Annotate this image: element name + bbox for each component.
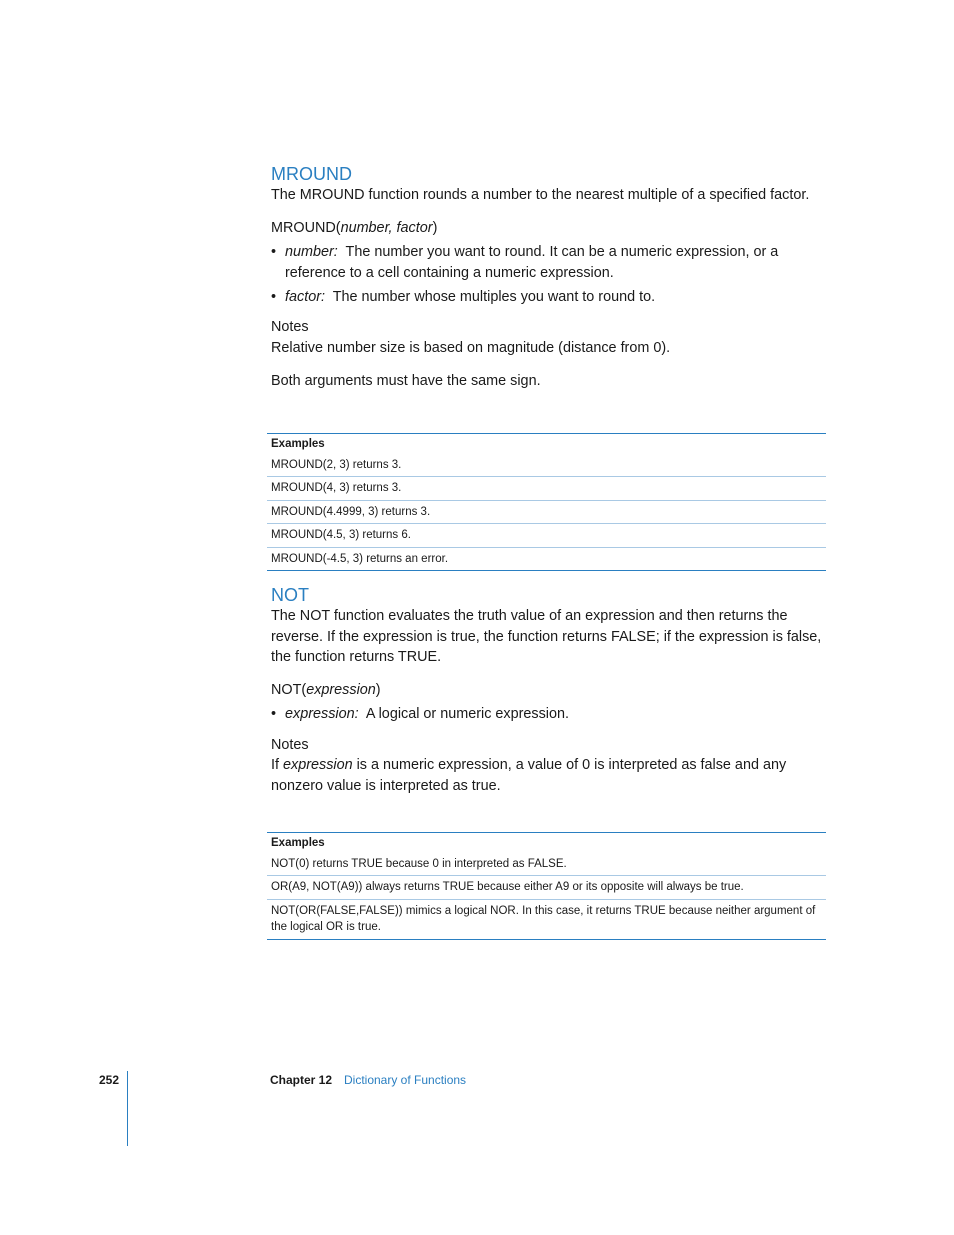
argument-description: A logical or numeric expression.	[365, 706, 569, 722]
mround-note: Relative number size is based on magnitude (distance from 0).	[271, 339, 671, 356]
list-item	[271, 287, 826, 308]
list-item	[271, 242, 826, 283]
bullet-icon: •	[271, 288, 277, 305]
mround-note: Both arguments must have the same sign.	[271, 372, 541, 389]
table-row: MROUND(4, 3) returns 3.	[267, 477, 826, 501]
mround-notes-heading: Notes	[271, 319, 309, 335]
bullet-icon: •	[271, 706, 277, 722]
table-row: NOT(OR(FALSE,FALSE)) mimics a logical NOR. In this case, it returns TRUE because neither argument of the logical OR is true.	[267, 899, 826, 939]
table-row: MROUND(4.4999, 3) returns 3.	[267, 500, 826, 524]
table-row: MROUND(4.5, 3) returns 6.	[267, 524, 826, 548]
mround-argument-list	[271, 242, 826, 307]
mround-syntax: MROUND(number, factor)	[271, 219, 438, 236]
mround-heading: MROUND	[271, 164, 352, 184]
table-row: NOT(0) returns TRUE because 0 in interpreted as FALSE.	[267, 855, 826, 876]
argument-description: The number whose multiples you want to round to.	[332, 288, 656, 305]
mround-description: The MROUND function rounds a number to the nearest multiple of a specified factor.	[271, 187, 810, 203]
note-text: is a numeric expression, a value of 0 is interpreted as false and any nonzero value is interpreted as true.	[271, 757, 787, 794]
note-italic-term: expression	[283, 757, 353, 773]
argument-name: number:	[285, 244, 338, 260]
examples-heading: Examples	[267, 434, 826, 456]
not-examples-table	[267, 832, 826, 940]
not-notes-heading: Notes	[271, 736, 309, 753]
list-item	[271, 704, 826, 725]
not-argument-list	[271, 704, 826, 725]
chapter-title: Dictionary of Functions	[344, 1073, 467, 1087]
not-description: The NOT function evaluates the truth value of an expression and then returns the reverse. If the expression is true, the function returns FALSE; if the expression is false, the function returns TRUE.	[271, 608, 822, 665]
page-number: 252	[99, 1073, 120, 1087]
table-row: MROUND(-4.5, 3) returns an error.	[267, 547, 826, 571]
page-content	[271, 163, 826, 940]
table-row: OR(A9, NOT(A9)) always returns TRUE because either A9 or its opposite will always be true.	[267, 876, 826, 900]
chapter-label: Chapter 12	[270, 1073, 333, 1087]
footer-rule	[127, 1071, 128, 1146]
argument-description: The number you want to round. It can be a numeric expression, or a reference to a cell containing a numeric expression.	[285, 244, 779, 281]
argument-name: expression:	[285, 706, 359, 722]
table-row: MROUND(2, 3) returns 3.	[267, 456, 826, 477]
examples-heading: Examples	[267, 833, 826, 855]
mround-syntax-args: number, factor	[340, 219, 433, 236]
argument-name: factor:	[285, 288, 325, 305]
not-syntax-name: NOT	[271, 681, 302, 698]
not-syntax-args: expression	[306, 681, 376, 698]
mround-syntax-name: MROUND	[271, 219, 336, 236]
note-text: If	[271, 757, 283, 773]
not-note	[271, 755, 826, 796]
not-syntax: NOT(expression)	[271, 681, 381, 698]
mround-examples-table	[267, 433, 826, 571]
bullet-icon: •	[271, 244, 277, 260]
not-heading: NOT	[271, 585, 309, 605]
